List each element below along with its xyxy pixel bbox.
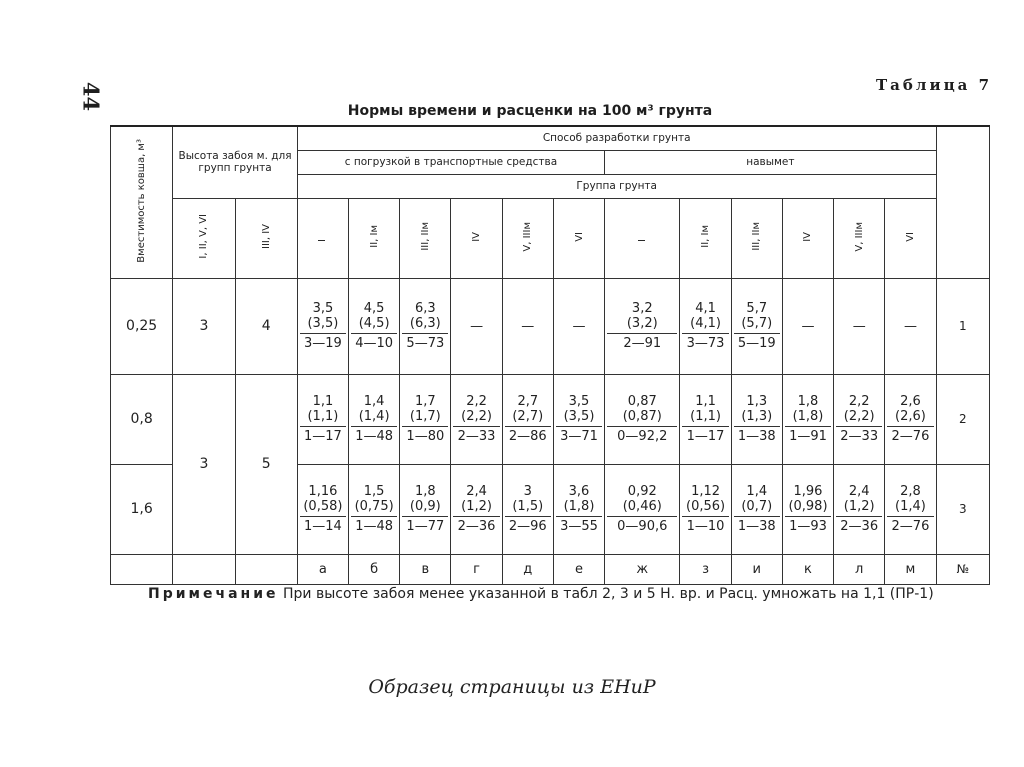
norm-cell — [349, 278, 400, 374]
column-letter: а — [297, 554, 348, 584]
norm-value-paren: (0,87) — [622, 409, 662, 424]
norm-value-paren: (1,4) — [895, 499, 926, 514]
rate-value: 1—17 — [686, 429, 725, 444]
norm-value-paren: (1,2) — [461, 499, 492, 514]
face-height-value: 5 — [235, 374, 297, 554]
norm-cell — [297, 278, 348, 374]
bucket-value: 0,25 — [111, 278, 173, 374]
time-norm — [785, 484, 831, 517]
time-norm — [734, 484, 780, 517]
norm-value-paren: (0,56) — [686, 499, 726, 514]
rate-value: 3—55 — [560, 519, 598, 534]
time-norm — [607, 394, 677, 427]
norm-cell — [680, 374, 731, 464]
norm-value-paren: (1,5) — [512, 499, 544, 514]
row-number: 1 — [936, 278, 989, 374]
norm-value-paren: (4,1) — [690, 316, 721, 331]
bucket-value: 0,8 — [111, 374, 173, 464]
norm-cell — [451, 464, 502, 554]
column-letter: е — [553, 554, 604, 584]
norm-cell — [349, 464, 400, 554]
norm-value-paren: (1,7) — [409, 409, 441, 424]
time-norm — [682, 301, 728, 334]
header-with-loading: с погрузкой в транспортные средства — [297, 150, 604, 174]
column-letter: в — [400, 554, 451, 584]
dash: — — [852, 318, 866, 334]
norm-value-paren: (1,8) — [792, 409, 824, 424]
column-letter: и — [731, 554, 782, 584]
norm-value-paren: (1,4) — [358, 409, 390, 424]
norm-value: 0,92 — [627, 484, 657, 499]
norm-value-paren: (0,75) — [354, 499, 394, 514]
norm-cell — [451, 374, 502, 464]
norm-value: 5,7 — [746, 301, 768, 316]
time-norm — [556, 484, 602, 517]
column-letter: ж — [605, 554, 680, 584]
norm-cell — [451, 278, 502, 374]
note-text: При высоте забоя менее указанной в табл 2, 3 и 5 Н. вр. и Расц. умножать на 1,1 (ПР-1) — [282, 586, 934, 602]
norm-value-paren: (2,6) — [895, 409, 926, 424]
norm-cell — [782, 374, 833, 464]
time-norm — [836, 484, 882, 517]
rate-value: 1—91 — [789, 429, 827, 444]
norm-value: 1,4 — [746, 484, 768, 499]
norm-value: 3 — [523, 484, 532, 499]
table-title: Нормы времени и расценки на 100 м³ грунта — [347, 103, 713, 119]
norm-cell — [400, 464, 451, 554]
rate-value: 2—96 — [508, 519, 547, 534]
time-norm — [836, 394, 882, 427]
column-letter: л — [834, 554, 885, 584]
norm-cell — [400, 278, 451, 374]
face-height-value: 3 — [173, 374, 235, 554]
height-col: III, IV — [235, 198, 297, 278]
time-norm — [351, 484, 397, 517]
table-note — [148, 586, 934, 602]
norm-value: 1,3 — [746, 394, 768, 409]
time-norm — [300, 394, 346, 427]
face-height-value: 4 — [235, 278, 297, 374]
time-norm — [300, 484, 346, 517]
norm-value: 2,2 — [848, 394, 870, 409]
number-symbol: № — [936, 554, 989, 584]
norm-cell — [553, 374, 604, 464]
table-label: Таблица 7 — [876, 76, 993, 94]
time-norm — [351, 301, 397, 334]
rate-value: 1—48 — [355, 519, 394, 534]
norm-cell — [680, 278, 731, 374]
norm-value: 3,6 — [568, 484, 590, 499]
time-norm — [402, 394, 448, 427]
norm-cell — [502, 464, 553, 554]
norm-value-paren: (3,5) — [307, 316, 339, 331]
norm-cell — [834, 374, 885, 464]
time-norm — [734, 394, 780, 427]
time-norm — [607, 484, 677, 517]
height-col: I, II, V, VI — [173, 198, 235, 278]
rate-value: 2—36 — [457, 519, 496, 534]
time-norm — [453, 394, 499, 427]
row-number: 2 — [936, 374, 989, 464]
face-height-value: 3 — [173, 278, 235, 374]
rate-value: 1—17 — [303, 429, 342, 444]
letter-blank — [173, 554, 235, 584]
norm-value: 2,7 — [517, 394, 539, 409]
norm-value: 1,1 — [312, 394, 334, 409]
norm-value-paren: (1,1) — [690, 409, 721, 424]
group-col-header: I — [297, 198, 348, 278]
letter-blank — [111, 554, 173, 584]
norm-cell — [349, 374, 400, 464]
norm-value: 4,1 — [695, 301, 716, 316]
group-col-header: V, IIIм — [502, 198, 553, 278]
group-col-header: II, Iм — [349, 198, 400, 278]
rate-value: 1—10 — [686, 519, 725, 534]
dash: — — [470, 318, 484, 334]
header-number-blank — [936, 126, 989, 278]
header-method: Способ разработки грунта — [297, 126, 936, 150]
norm-cell — [553, 464, 604, 554]
norm-cell — [297, 374, 348, 464]
group-col-header: I — [605, 198, 680, 278]
column-letter: з — [680, 554, 731, 584]
norm-value-paren: (1,2) — [843, 499, 875, 514]
norm-cell — [731, 464, 782, 554]
norm-cell — [605, 278, 680, 374]
norms-table — [110, 125, 990, 585]
page-number: 44 — [78, 81, 104, 112]
time-norm — [402, 301, 448, 334]
norm-value: 1,16 — [308, 484, 338, 499]
header-face-height: Высота забоя м. для групп грунта — [173, 126, 298, 198]
norm-value: 0,87 — [627, 394, 657, 409]
time-norm — [351, 394, 397, 427]
rate-value: 2—76 — [891, 429, 930, 444]
column-letter: к — [782, 554, 833, 584]
norm-value: 3,5 — [568, 394, 590, 409]
time-norm — [887, 484, 933, 517]
time-norm — [505, 394, 551, 427]
dash: — — [801, 318, 815, 334]
rate-value: 2—36 — [840, 519, 879, 534]
header-bucket: Вместимость ковша, м³ — [111, 126, 173, 278]
norm-cell — [605, 374, 680, 464]
norm-cell — [782, 278, 833, 374]
page-caption: Образец страницы из ЕНиР — [368, 676, 656, 698]
rate-value: 4—10 — [355, 336, 394, 351]
norm-value: 2,8 — [900, 484, 921, 499]
norm-cell — [885, 464, 936, 554]
group-col-header: III, IIм — [731, 198, 782, 278]
rate-value: 1—14 — [303, 519, 342, 534]
norm-cell — [782, 464, 833, 554]
rate-value: 5—19 — [737, 336, 776, 351]
norm-value-paren: (5,7) — [741, 316, 773, 331]
header-to-dump: навымет — [605, 150, 936, 174]
rate-value: 3—73 — [686, 336, 725, 351]
norm-value: 1,1 — [695, 394, 716, 409]
norm-cell — [731, 374, 782, 464]
rate-value: 2—91 — [623, 336, 662, 351]
rate-value: 5—73 — [406, 336, 445, 351]
norm-cell — [502, 278, 553, 374]
norm-value: 1,96 — [793, 484, 823, 499]
group-col-header: VI — [553, 198, 604, 278]
group-col-header: IV — [782, 198, 833, 278]
norm-value-paren: (0,7) — [741, 499, 773, 514]
norm-cell — [834, 278, 885, 374]
norm-value: 2,2 — [466, 394, 487, 409]
time-norm — [682, 394, 728, 427]
rate-value: 3—19 — [303, 336, 342, 351]
norm-value-paren: (1,1) — [307, 409, 339, 424]
group-col-header: II, Iм — [680, 198, 731, 278]
norm-value: 1,5 — [363, 484, 385, 499]
norm-value-paren: (1,3) — [741, 409, 773, 424]
norm-value-paren: (0,9) — [409, 499, 441, 514]
group-col-header: V, IIIм — [834, 198, 885, 278]
dash: — — [903, 318, 917, 334]
column-letter: д — [502, 554, 553, 584]
rate-value: 2—76 — [891, 519, 930, 534]
column-letter: б — [349, 554, 400, 584]
time-norm — [785, 394, 831, 427]
norm-value: 1,4 — [363, 394, 385, 409]
norm-cell — [297, 464, 348, 554]
norm-value-paren: (6,3) — [409, 316, 441, 331]
norm-value-paren: (2,7) — [512, 409, 544, 424]
norm-cell — [553, 278, 604, 374]
rate-value: 3—71 — [560, 429, 598, 444]
time-norm — [887, 394, 933, 427]
rate-value: 1—38 — [737, 519, 776, 534]
time-norm — [505, 484, 551, 517]
norm-value: 2,4 — [848, 484, 870, 499]
time-norm — [453, 484, 499, 517]
norm-value: 6,3 — [415, 301, 436, 316]
norm-value: 3,5 — [312, 301, 334, 316]
bucket-value: 1,6 — [111, 464, 173, 554]
group-col-header: IV — [451, 198, 502, 278]
rate-value: 1—48 — [355, 429, 394, 444]
norm-value: 2,6 — [900, 394, 921, 409]
norm-value: 4,5 — [363, 301, 385, 316]
rate-value: 1—77 — [406, 519, 445, 534]
norm-value-paren: (2,2) — [843, 409, 875, 424]
norm-value-paren: (1,8) — [563, 499, 595, 514]
time-norm — [300, 301, 346, 334]
time-norm — [556, 394, 602, 427]
norm-value-paren: (0,98) — [788, 499, 828, 514]
norm-value-paren: (0,46) — [622, 499, 662, 514]
norm-cell — [400, 374, 451, 464]
norm-value-paren: (4,5) — [358, 316, 390, 331]
rate-value: 1—93 — [789, 519, 827, 534]
column-letter: г — [451, 554, 502, 584]
norm-cell — [885, 374, 936, 464]
time-norm — [682, 484, 728, 517]
norm-value-paren: (2,2) — [461, 409, 492, 424]
dash: — — [521, 318, 535, 334]
norm-value: 1,12 — [691, 484, 721, 499]
norm-value: 1,7 — [415, 394, 436, 409]
rate-value: 2—33 — [840, 429, 879, 444]
time-norm — [607, 301, 677, 334]
group-col-header: III, IIм — [400, 198, 451, 278]
rate-value: 1—80 — [406, 429, 445, 444]
rate-value: 0—90,6 — [617, 519, 668, 534]
norm-value-paren: (0,58) — [303, 499, 343, 514]
norm-cell — [885, 278, 936, 374]
norm-cell — [502, 374, 553, 464]
norm-value: 1,8 — [415, 484, 436, 499]
norm-cell — [605, 464, 680, 554]
dash: — — [572, 318, 586, 334]
norm-cell — [731, 278, 782, 374]
rate-value: 1—38 — [737, 429, 776, 444]
row-number: 3 — [936, 464, 989, 554]
rate-value: 0—92,2 — [617, 429, 668, 444]
norm-cell — [834, 464, 885, 554]
norm-value: 3,2 — [631, 301, 653, 316]
norm-value: 1,8 — [797, 394, 819, 409]
norm-value-paren: (3,2) — [626, 316, 658, 331]
norm-value-paren: (3,5) — [563, 409, 595, 424]
column-letter: м — [885, 554, 936, 584]
header-soil-group: Группа грунта — [297, 174, 936, 198]
norm-value: 2,4 — [466, 484, 487, 499]
norm-cell — [680, 464, 731, 554]
group-col-header: VI — [885, 198, 936, 278]
time-norm — [402, 484, 448, 517]
note-lead: Примечание — [148, 586, 279, 602]
rate-value: 2—33 — [457, 429, 496, 444]
rate-value: 2—86 — [508, 429, 547, 444]
time-norm — [734, 301, 780, 334]
letter-blank — [235, 554, 297, 584]
